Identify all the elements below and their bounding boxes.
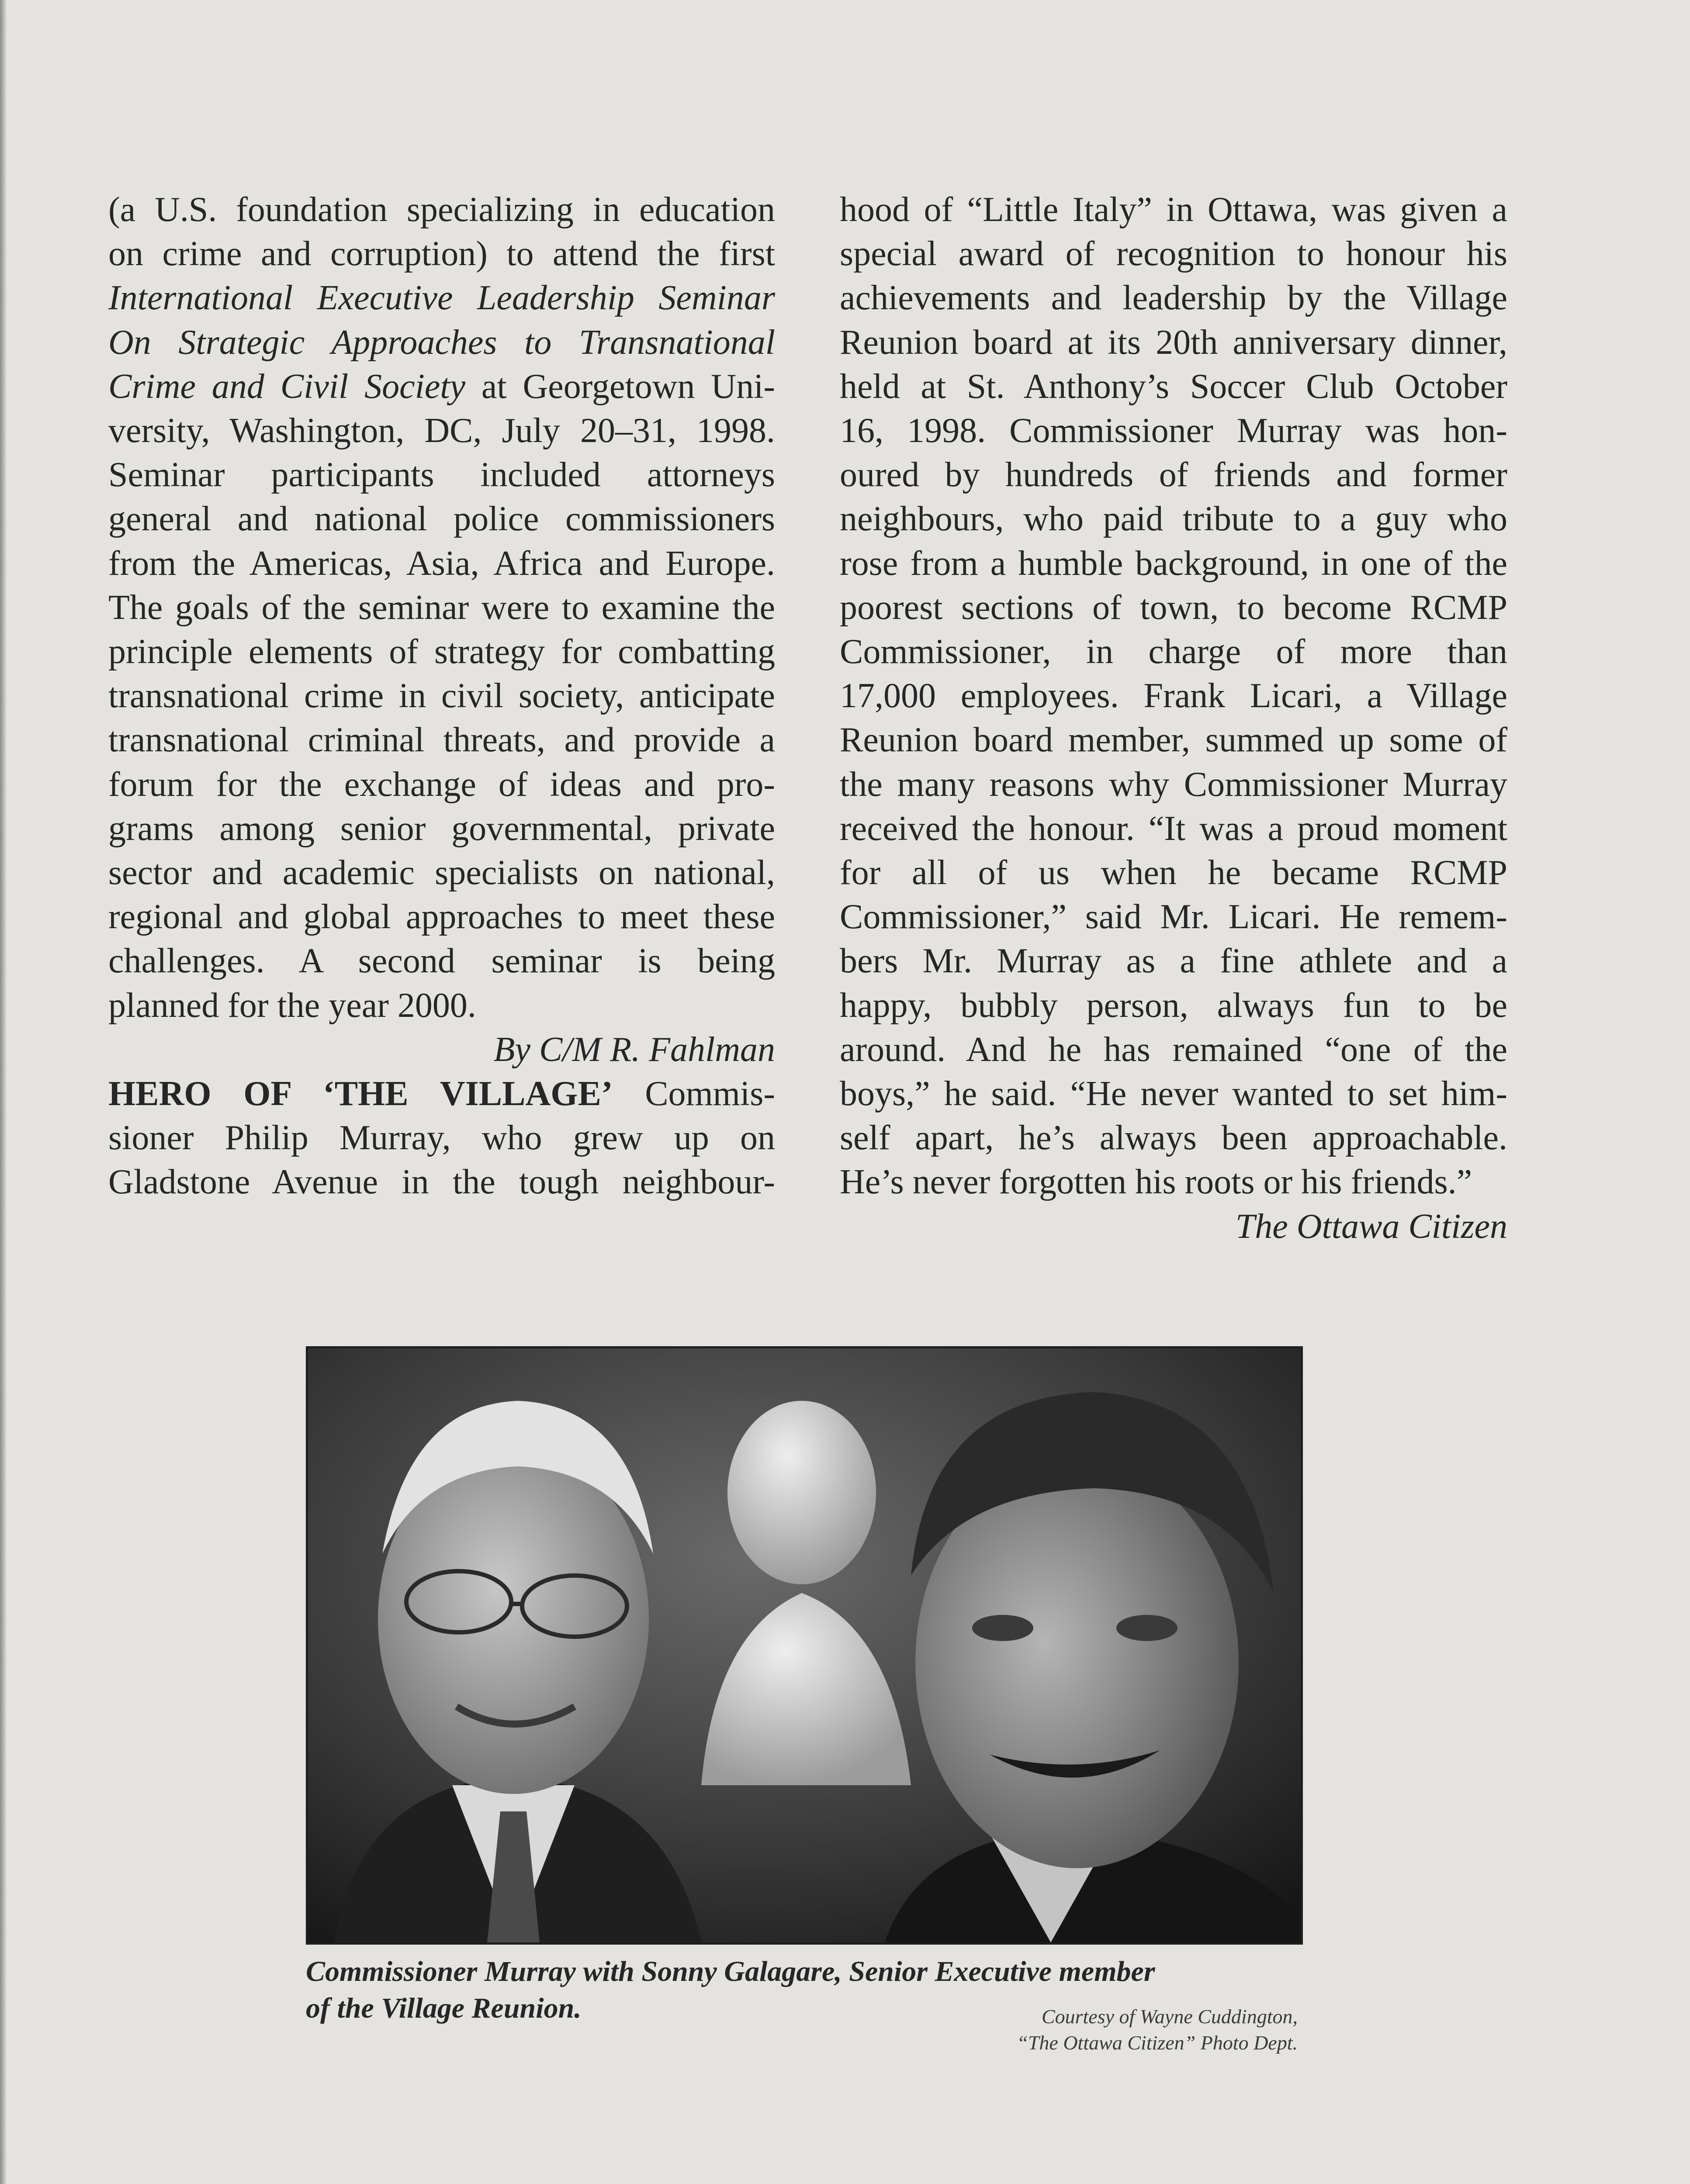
- body-line: (a U.S. foundation specializing in education: [108, 190, 775, 229]
- body-line: around. And he has remained “one of the: [840, 1030, 1507, 1069]
- left-column: [108, 188, 775, 1205]
- body-line: rose from a humble background, in one of the: [840, 544, 1507, 583]
- body-line: sector and academic specialists on national,: [108, 854, 775, 892]
- body-line: from the Americas, Asia, Africa and Europe.: [108, 544, 775, 583]
- veterans-news-paragraph: [108, 2182, 1506, 2184]
- body-line: general and national police commissioners: [108, 500, 775, 539]
- news-photo: [306, 1346, 1303, 1945]
- body-line: for all of us when he became RCMP: [840, 854, 1507, 892]
- body-line: principle elements of strategy for combatting: [108, 632, 775, 671]
- section-heading: HERO OF ‘THE VILLAGE’: [108, 1075, 613, 1113]
- body-line: transnational crime in civil society, anticipate: [108, 677, 775, 715]
- body-line: achievements and leadership by the Village: [840, 279, 1507, 318]
- photo-illustration: [308, 1348, 1301, 1942]
- body-line: challenges. A second seminar is being: [108, 942, 775, 981]
- body-line: oured by hundreds of friends and former: [840, 456, 1507, 494]
- credit-line: Courtesy of Wayne Cuddington,: [1041, 2005, 1298, 2028]
- body-line: He’s never forgotten his roots or his friends.”: [840, 1163, 1472, 1202]
- body-line: self apart, he’s always been approachable.: [840, 1119, 1507, 1158]
- body-line: [108, 365, 775, 409]
- body-line: Seminar participants included attorneys: [108, 456, 775, 494]
- body-line: versity, Washington, DC, July 20–31, 1998.: [108, 411, 775, 450]
- right-column: [840, 188, 1507, 1249]
- caption-line: Commissioner Murray with Sonny Galagare, Senior Executive member: [306, 1956, 1155, 1987]
- body-line: 17,000 employees. Frank Licari, a Village: [840, 677, 1507, 715]
- body-text: Commis-: [613, 1075, 776, 1113]
- seminar-title-line: On Strategic Approaches to Transnational: [108, 323, 775, 362]
- body-line: grams among senior governmental, private: [108, 809, 775, 848]
- credit-line: “The Ottawa Citizen” Photo Dept.: [1017, 2032, 1298, 2054]
- body-line: hood of “Little Italy” in Ottawa, was given a: [840, 190, 1507, 229]
- body-line: planned for the year 2000.: [108, 986, 476, 1025]
- body-line: happy, bubbly person, always fun to be: [840, 986, 1507, 1025]
- body-line: the many reasons why Commissioner Murray: [840, 765, 1507, 804]
- body-line: forum for the exchange of ideas and pro-: [108, 765, 775, 804]
- body-line: Commissioner,” said Mr. Licari. He remem-: [840, 898, 1507, 936]
- body-line: sioner Philip Murray, who grew up on: [108, 1119, 775, 1158]
- body-line: received the honour. “It was a proud moment: [840, 809, 1507, 848]
- body-line: Reunion board at its 20th anniversary dinner,: [840, 323, 1507, 362]
- byline: By C/M R. Fahlman: [493, 1030, 775, 1069]
- body-line: special award of recognition to honour his: [840, 235, 1507, 273]
- body-line: 16, 1998. Commissioner Murray was hon-: [840, 411, 1507, 450]
- body-line: transnational criminal threats, and provide a: [108, 721, 775, 760]
- body-line: poorest sections of town, to become RCMP: [840, 588, 1507, 627]
- body-text: at Georgetown Uni-: [465, 367, 775, 406]
- page-binding-edge: [0, 0, 6, 2184]
- body-line: Commissioner, in charge of more than: [840, 632, 1507, 671]
- hero-heading-line: [108, 1072, 775, 1116]
- body-line: neighbours, who paid tribute to a guy who: [840, 500, 1507, 539]
- seminar-title-end: Crime and Civil Society: [108, 367, 466, 406]
- body-line: boys,” he said. “He never wanted to set him-: [840, 1075, 1507, 1113]
- seminar-title-line: International Executive Leadership Seminar: [108, 279, 775, 318]
- caption-line: of the Village Reunion.: [306, 1992, 582, 2024]
- source-credit: The Ottawa Citizen: [1235, 1207, 1507, 1246]
- body-line: regional and global approaches to meet these: [108, 898, 775, 936]
- body-line: bers Mr. Murray as a fine athlete and a: [840, 942, 1507, 981]
- body-line: on crime and corruption) to attend the first: [108, 235, 775, 273]
- body-line: held at St. Anthony’s Soccer Club October: [840, 367, 1507, 406]
- body-line: Reunion board member, summed up some of: [840, 721, 1507, 760]
- photo-credit: [786, 2004, 1298, 2056]
- body-line: Gladstone Avenue in the tough neighbour-: [108, 1163, 775, 1202]
- body-line: The goals of the seminar were to examine the: [108, 588, 775, 627]
